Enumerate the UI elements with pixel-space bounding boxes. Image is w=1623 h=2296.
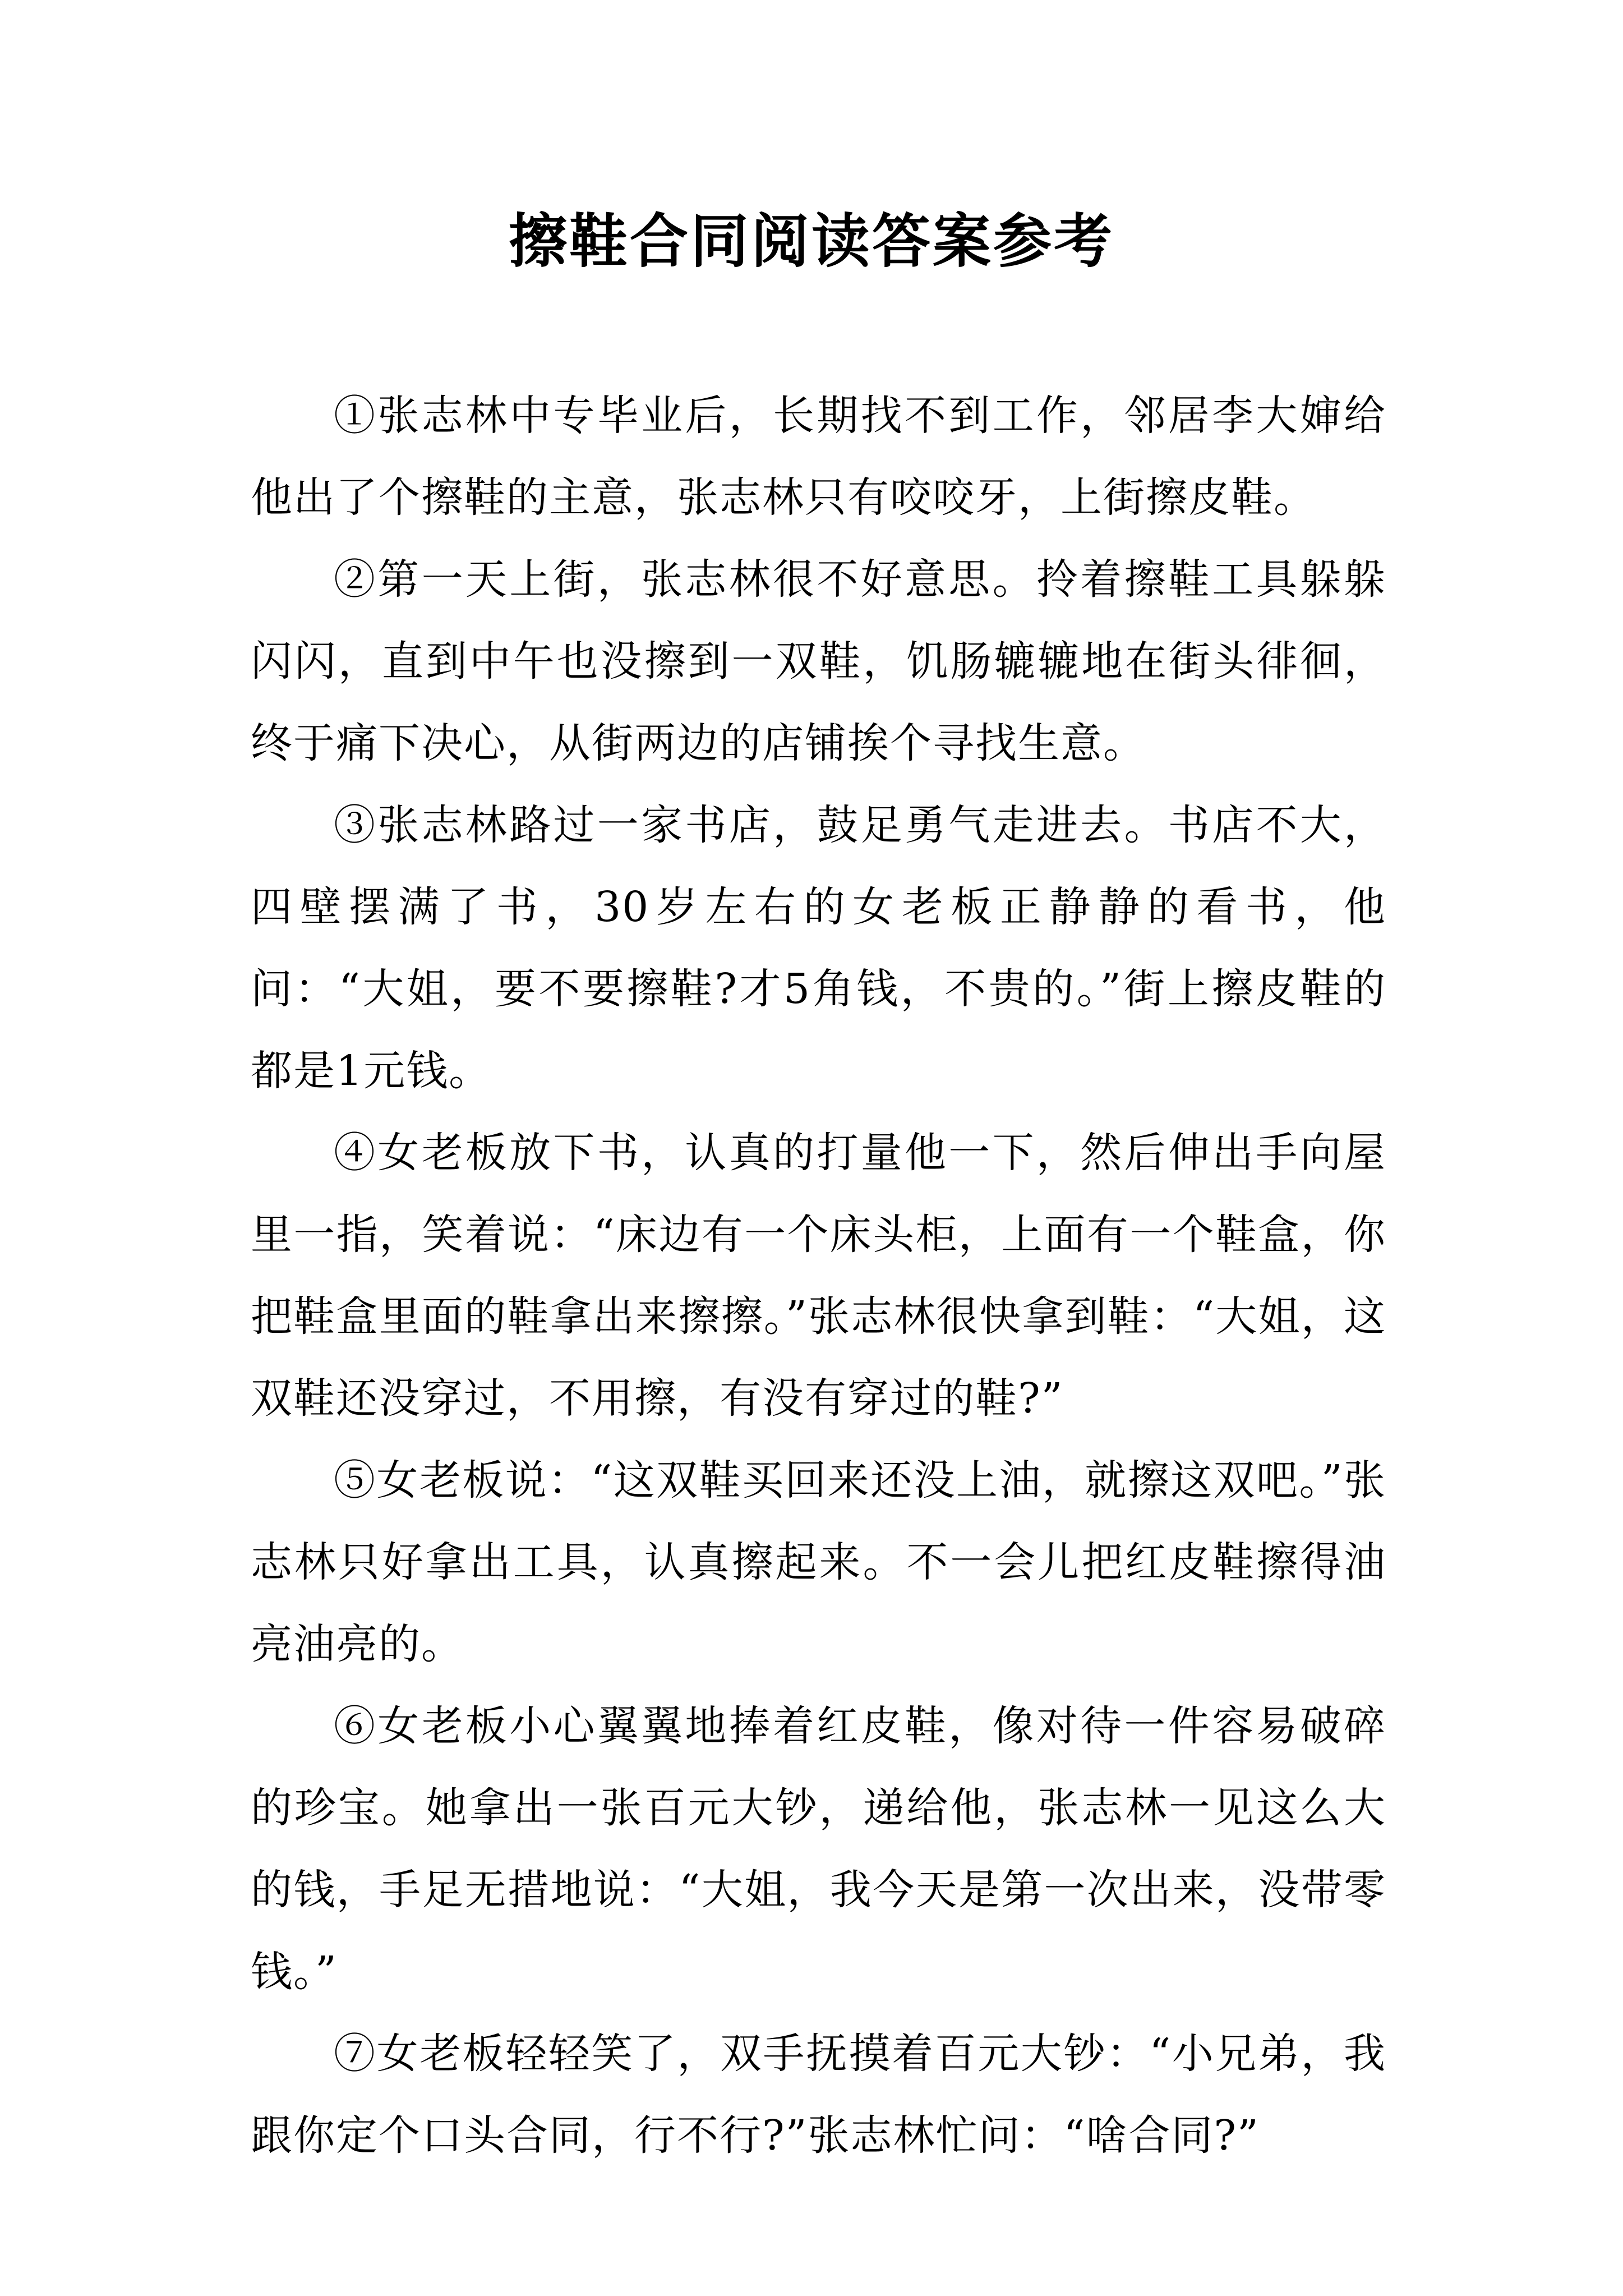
paragraph-6: ⑥女老板小心翼翼地捧着红皮鞋，像对待一件容易破碎的珍宝。她拿出一张百元大钞，递给他，张志林一见这么大的钱，手足无措地说：“大姐，我今天是第一次出来，没带零钱。” <box>251 1702 1386 1996</box>
paragraph-5: ⑤女老板说：“这双鞋买回来还没上油，就擦这双吧。”张志林只好拿出工具，认真擦起来。不一会儿把红皮鞋擦得油亮油亮的。 <box>251 1456 1386 1668</box>
paragraph-2: ②第一天上街，张志林很不好意思。拎着擦鞋工具躲躲闪闪，直到中午也没擦到一双鞋，饥肠辘辘地在街头徘徊，终于痛下决心，从街两边的店铺挨个寻找生意。 <box>251 555 1386 767</box>
paragraph-7: ⑦女老板轻轻笑了，双手抚摸着百元大钞：“小兄弟，我跟你定个口头合同，行不行?”张志林忙问：“啥合同?” <box>251 2030 1386 2160</box>
paragraph-4: ④女老板放下书，认真的打量他一下，然后伸出手向屋里一指，笑着说：“床边有一个床头柜，上面有一个鞋盒，你把鞋盒里面的鞋拿出来擦擦。”张志林很快拿到鞋：“大姐，这双鞋还没穿过，不用擦，有没有穿过的鞋?” <box>251 1129 1386 1423</box>
document-title: 擦鞋合同阅读答案参考 <box>508 206 1114 275</box>
paragraph-3: ③张志林路过一家书店，鼓足勇气走进去。书店不大，四壁摆满了书，30岁左右的女老板正静静的看书，他问：“大姐，要不要擦鞋?才5角钱，不贵的。”街上擦皮鞋的都是1元钱。 <box>251 801 1386 1095</box>
paragraph-1: ①张志林中专毕业后，长期找不到工作，邻居李大婶给他出了个擦鞋的主意，张志林只有咬咬牙，上街擦皮鞋。 <box>251 392 1386 522</box>
document-body <box>251 375 1386 2177</box>
